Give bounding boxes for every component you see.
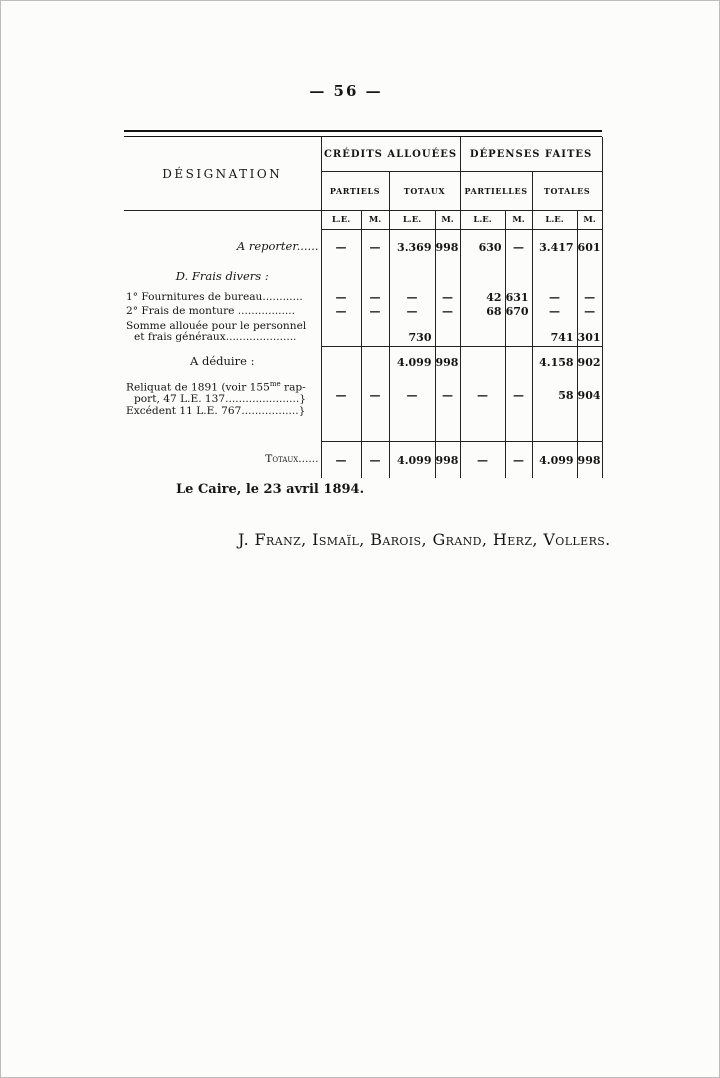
totales-header: TOTALES: [532, 172, 602, 211]
table-cell: [361, 347, 389, 378]
table-cell: 998: [435, 442, 460, 479]
table-cell: —: [505, 230, 532, 265]
unit-header: M.: [361, 211, 389, 230]
row-reliquat-excedent: [124, 377, 602, 442]
table-cell: —: [435, 377, 460, 442]
designation-header: DÉSIGNATION: [124, 137, 321, 211]
table-cell: 4.158: [532, 347, 577, 378]
table-cell: [321, 318, 361, 347]
table-cell: [460, 347, 505, 378]
totaux-header: TOTAUX: [389, 172, 460, 211]
page-number: — 56 —: [309, 82, 383, 100]
table-cell: —: [321, 442, 361, 479]
table-cell: 3.417: [532, 230, 577, 265]
row-totaux: [124, 442, 602, 479]
table-cell: —: [389, 290, 435, 305]
section-label: D. Frais divers :: [175, 269, 269, 284]
row-label-line: port, 47 L.E. 137......................}: [134, 393, 306, 406]
table-cell: —: [361, 305, 389, 318]
group-header-row: [124, 137, 602, 172]
table-cell: —: [532, 290, 577, 305]
table-cell: 904: [577, 377, 602, 442]
table-cell: 601: [577, 230, 602, 265]
superscript: me: [269, 380, 281, 388]
unit-header: L.E.: [460, 211, 505, 230]
unit-header: L.E.: [532, 211, 577, 230]
table-cell: —: [389, 305, 435, 318]
unit-header-row: [124, 211, 602, 230]
unit-header: M.: [435, 211, 460, 230]
row-label: [124, 318, 321, 347]
table-cell: 630: [460, 230, 505, 265]
partiels-header: PARTIELS: [321, 172, 389, 211]
table-cell: [505, 318, 532, 347]
table-cell: —: [532, 305, 577, 318]
table-cell: [435, 318, 460, 347]
table-cell: 741: [532, 318, 577, 347]
dateline: Le Caire, le 23 avril 1894.: [176, 482, 365, 497]
table-cell: 902: [577, 347, 602, 378]
row-label-line: [126, 379, 319, 394]
row-label-line: Somme allouée pour le personnel: [126, 319, 307, 332]
table-cell: —: [460, 377, 505, 442]
unit-header: M.: [505, 211, 532, 230]
table-cell: 730: [389, 318, 435, 347]
table-cell: —: [361, 442, 389, 479]
row-a-reporter: [124, 230, 602, 265]
table-cell: —: [460, 442, 505, 479]
table-cell: —: [361, 230, 389, 265]
table-cell: [505, 347, 532, 378]
row-somme-allouee: [124, 318, 602, 347]
partielles-header: PARTIELLES: [460, 172, 532, 211]
table-cell: 3.369: [389, 230, 435, 265]
table-cell: [460, 264, 505, 290]
table-cell: —: [435, 305, 460, 318]
table-cell: 58: [532, 377, 577, 442]
table-cell: [460, 318, 505, 347]
unit-header: L.E.: [389, 211, 435, 230]
unit-header: M.: [577, 211, 602, 230]
table-cell: [361, 318, 389, 347]
row-label: [124, 377, 321, 442]
table-cell: —: [577, 290, 602, 305]
table-cell: 301: [577, 318, 602, 347]
table-cell: 670: [505, 305, 532, 318]
table-cell: —: [505, 377, 532, 442]
row-label: A déduire :: [190, 354, 255, 368]
table-cell: —: [505, 442, 532, 479]
table-cell: [321, 347, 361, 378]
financial-table: [124, 130, 602, 478]
row-fournitures-bureau: [124, 290, 602, 305]
table-cell: [361, 264, 389, 290]
row-label-text: Reliquat de 1891 (voir 155: [126, 381, 270, 394]
table-cell: —: [389, 377, 435, 442]
table-cell: —: [321, 290, 361, 305]
unit-header: L.E.: [321, 211, 361, 230]
row-label: 1° Fournitures de bureau............: [126, 290, 303, 303]
table-cell: —: [361, 377, 389, 442]
table-cell: 631: [505, 290, 532, 305]
table-cell: [389, 264, 435, 290]
table-cell: 4.099: [532, 442, 577, 479]
row-frais-monture: [124, 305, 602, 318]
table-cell: [435, 264, 460, 290]
table-cell: 68: [460, 305, 505, 318]
row-label: Totaux......: [265, 453, 319, 465]
row-section-frais-divers: [124, 264, 602, 290]
table-cell: [577, 264, 602, 290]
table-cell: 4.099: [389, 442, 435, 479]
depenses-faites-header: DÉPENSES FAITES: [460, 137, 602, 172]
table-cell: 4.099: [389, 347, 435, 378]
table-cell: —: [321, 305, 361, 318]
table-cell: 998: [435, 230, 460, 265]
table-cell: 998: [577, 442, 602, 479]
table-cell: [321, 264, 361, 290]
table-cell: [505, 264, 532, 290]
credits-alloues-header: CRÉDITS ALLOUÉES: [321, 137, 460, 172]
table-cell: —: [321, 230, 361, 265]
designation-spacer: [124, 211, 321, 230]
table-cell: —: [321, 377, 361, 442]
row-label-line: Excédent 11 L.E. 767.................}: [126, 404, 306, 417]
table-cell: 42: [460, 290, 505, 305]
row-label-line: et frais généraux.....................: [134, 331, 297, 344]
table-cell: 998: [435, 347, 460, 378]
table-cell: —: [577, 305, 602, 318]
signatures: J. Franz, Ismaïl, Barois, Grand, Herz, Vollers.: [238, 530, 611, 549]
table-cell: —: [361, 290, 389, 305]
accounts-table: [124, 137, 603, 478]
row-label-text: rap-: [280, 381, 306, 394]
table-cell: [532, 264, 577, 290]
row-label: A reporter......: [236, 239, 319, 253]
row-label: 2° Frais de monture .................: [126, 304, 296, 317]
double-rule: [124, 130, 602, 137]
row-a-deduire: [124, 347, 602, 378]
table-cell: —: [435, 290, 460, 305]
